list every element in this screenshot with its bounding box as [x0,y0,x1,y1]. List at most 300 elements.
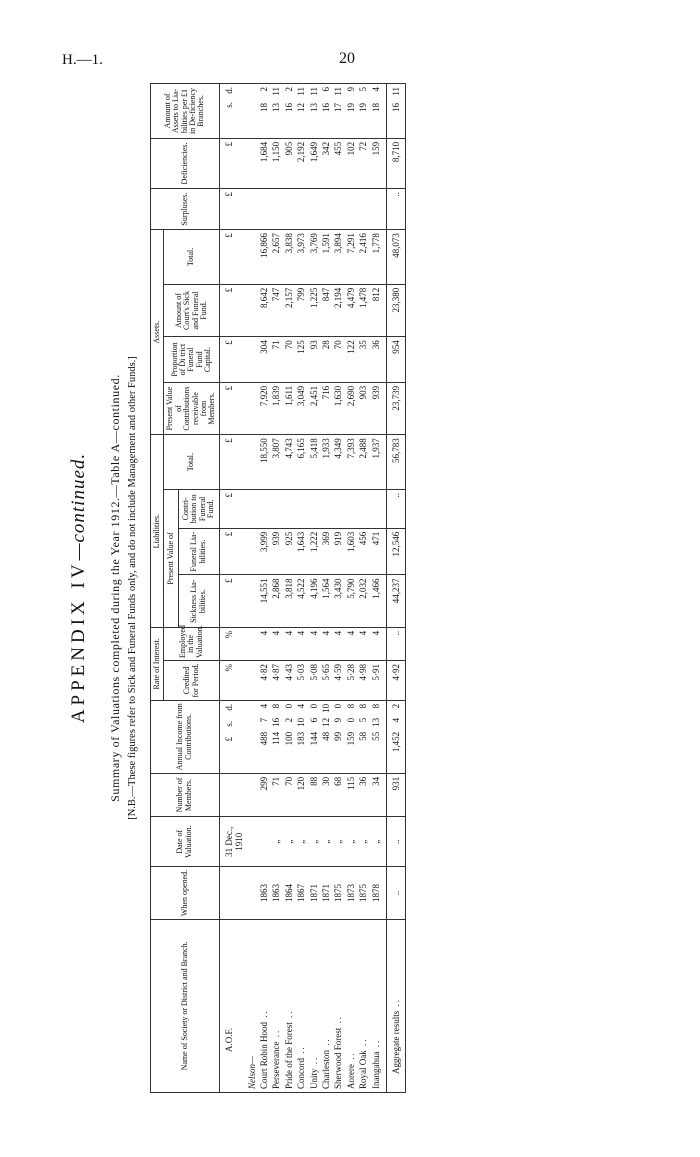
prop-capital-cell: 125 [295,337,307,383]
income-cell [320,700,332,773]
credited-cell: 4·87 [270,660,282,700]
leader-dots: .. [308,1055,319,1069]
ratio-shillings: 13 [271,103,282,112]
employed-cell: 4 [258,627,270,660]
unit-pv-contrib: £ [219,382,245,434]
income-shillings: 6 [308,717,319,723]
branch-name: Charleston [320,1050,331,1089]
header-liabilities: Liabilities. [151,435,164,628]
income-shillings: 2 [283,717,294,723]
income-cell [295,700,307,773]
table-body [219,84,406,1093]
income-unit-cell [219,700,245,773]
district-label: Nelson— [246,1055,257,1089]
credited-cell: 4·98 [357,660,369,700]
deficiency-cell: 455 [332,138,344,188]
income-pounds: 55 [370,731,381,741]
date-cell: „ [357,817,369,867]
credited-cell: 5·65 [320,660,332,700]
ratio-pence: 5 [358,87,369,92]
ratio-cell [270,84,282,139]
income-pounds: 114 [271,731,282,746]
deficiency-cell: 342 [320,138,332,188]
members-cell: 931 [387,773,406,816]
liab-total-cell: 3,807 [270,435,282,490]
contrib-cell [295,489,307,528]
amount-funds-cell: 2,157 [283,284,295,336]
income-pence: 4 [296,703,307,709]
assets-total-cell: 3,973 [295,230,307,285]
opened-cell: 1863 [270,867,282,919]
income-cell [308,700,320,773]
opened-cell: 1867 [295,867,307,919]
income-pounds: 100 [283,731,294,746]
members-cell: 36 [357,773,369,816]
header-proportion-capital: Proportion of Di trict Funeral Fund Capital. [164,337,219,383]
assets-total-cell: 3,838 [283,230,295,285]
amount-funds-cell: 4,479 [345,284,357,336]
deficiency-cell: 8,710 [387,138,406,188]
branch-name-cell [357,919,369,1092]
header-sickness: Sickness Lia-bilities. [178,575,219,627]
date-cell: „ [370,817,387,867]
liab-total-cell: 1,933 [320,435,332,490]
unit-shilling: s. [223,720,234,727]
liab-total-cell: 4,349 [332,435,344,490]
ratio-pence: 6 [320,87,331,92]
table-row [332,84,344,1093]
liab-total-cell: 7,393 [345,435,357,490]
table-row [283,84,295,1093]
members-cell: 30 [320,773,332,816]
branch-name-cell [295,919,307,1092]
sickness-cell: 1,466 [370,575,387,627]
page-number: 20 [339,50,355,67]
income-pence: 8 [271,703,282,709]
opened-cell: .. [387,867,406,919]
unit-ratio [219,84,245,139]
pv-contrib-cell: 2,690 [345,382,357,434]
header-liab-total: Total. [164,435,219,490]
date-cell: „ [345,817,357,867]
ratio-pence: 9 [345,87,356,92]
prop-capital-cell: 954 [387,337,406,383]
branch-name: Perseverance [271,1041,282,1089]
table-row [295,84,307,1093]
ratio-shillings: 16 [320,103,331,112]
employed-cell: .. [387,627,406,660]
assets-total-cell: 1,778 [370,230,387,285]
header-income: Annual Income from Contributions. [151,700,220,773]
unit-sickness: £ [219,575,245,627]
income-cell [370,700,387,773]
opened-cell: 1871 [308,867,320,919]
amount-funds-cell: 23,380 [387,284,406,336]
opened-cell: 1873 [345,867,357,919]
opened-cell: 1864 [283,867,295,919]
employed-cell: 4 [308,627,320,660]
sickness-cell: 5,790 [345,575,357,627]
credited-cell: 5·28 [345,660,357,700]
table-row [370,84,387,1093]
ratio-shillings: 18 [258,103,269,112]
sickness-cell: 2,868 [270,575,282,627]
prop-capital-cell: 70 [283,337,295,383]
ratio-cell [387,84,406,139]
header-assets: Assets. [151,230,164,435]
liab-total-cell: 5,418 [308,435,320,490]
unit-ratio-s: s. [223,102,234,108]
header-funeral: Funeral Lia-bilities. [178,528,219,575]
branch-name: Court Robin Hood [258,1021,269,1089]
unit-employed: % [219,627,245,660]
table-row [357,84,369,1093]
header-amount-assets: Amount of Assets to Lia-bilities per £1 in De-ficiency Branches. [151,84,220,139]
ratio-pence: 2 [258,87,269,92]
ratio-cell [258,84,270,139]
unit-liab-total: £ [219,435,245,490]
pv-contrib-cell: 7,920 [258,382,270,434]
assets-total-cell: 2,416 [357,230,369,285]
sickness-cell: 2,032 [357,575,369,627]
income-shillings: 9 [333,717,344,723]
contrib-cell: .. [387,489,406,528]
assets-total-cell: 16,866 [258,230,270,285]
leader-dots: .. [283,1009,294,1023]
income-pence: 8 [358,703,369,709]
ratio-cell [370,84,387,139]
income-cell [387,700,406,773]
income-cell [270,700,282,773]
deficiency-cell: 1,649 [308,138,320,188]
ratio-cell [308,84,320,139]
amount-funds-cell: 799 [295,284,307,336]
employed-cell: 4 [283,627,295,660]
funeral-cell: 1,603 [345,528,357,575]
surplus-cell: .. [387,189,406,230]
income-shillings: 16 [271,717,282,727]
income-cell [357,700,369,773]
header-when-opened: When opened. [151,867,220,919]
page-header-left: H.—1. [62,52,103,68]
pv-contrib-cell: 1,839 [270,382,282,434]
opened-cell: 1875 [332,867,344,919]
sickness-cell: 44,237 [387,575,406,627]
deficiency-cell: 905 [283,138,295,188]
table-row [345,84,357,1093]
contrib-cell [345,489,357,528]
branch-name-cell [332,919,344,1092]
deficiency-cell: 72 [357,138,369,188]
funeral-cell: 925 [283,528,295,575]
aggregate-row [387,84,406,1093]
pv-contrib-cell: 903 [357,382,369,434]
income-pounds: 159 [345,731,356,746]
amount-funds-cell: 747 [270,284,282,336]
deficiency-cell: 102 [345,138,357,188]
header-deficiencies: Deficiencies. [151,138,220,188]
income-shillings: 5 [358,717,369,723]
pv-contrib-cell: 1,630 [332,382,344,434]
branch-name: Sherwood Forest [333,1027,344,1089]
income-pence: 8 [345,703,356,709]
header-date-valuation: Date of Valuation. [151,817,220,867]
credited-cell: 4·92 [387,660,406,700]
date-cell: „ [320,817,332,867]
unit-funeral: £ [219,528,245,575]
pv-contrib-cell: 2,451 [308,382,320,434]
header-contribution-funeral: Contri-bution to Funeral Fund. [178,489,219,528]
unit-ratio-d: d. [223,87,234,94]
sickness-cell: 3,818 [283,575,295,627]
amount-funds-cell: 812 [370,284,387,336]
leader-dots: .. [391,998,402,1011]
ratio-shillings: 17 [333,103,344,112]
funeral-cell: 456 [357,528,369,575]
ratio-pence: 11 [333,87,344,96]
members-cell: 120 [295,773,307,816]
contrib-cell [308,489,320,528]
assets-total-cell: 3,769 [308,230,320,285]
date-header-cell: 31 Dec., 1910 [219,817,245,867]
date-cell: „ [332,817,344,867]
unit-surplus: £ [219,189,245,230]
surplus-cell [295,189,307,230]
liab-total-cell: 1,937 [370,435,387,490]
credited-cell: 5·91 [370,660,387,700]
unit-contrib: £ [219,489,245,528]
district-cell [246,919,258,1092]
ratio-shillings: 13 [308,103,319,112]
surplus-cell [270,189,282,230]
funeral-cell: 919 [332,528,344,575]
appendix-title [68,83,90,1093]
income-pence: 2 [391,703,402,709]
income-shillings: 4 [391,717,402,723]
liab-total-cell: 2,488 [357,435,369,490]
income-pounds: 1,452 [391,731,402,753]
leader-dots: .. [296,1045,307,1058]
sickness-cell: 1,564 [320,575,332,627]
rotated-table-page [62,83,424,1093]
assets-total-cell: 2,657 [270,230,282,285]
header-pv-contributions: Present Value of Contributions receivable from Members. [164,382,219,434]
unit-prop-capital: £ [219,337,245,383]
unit-credited: % [219,660,245,700]
income-cell [258,700,270,773]
opened-cell: 1871 [320,867,332,919]
surplus-cell [320,189,332,230]
members-cell: 115 [345,773,357,816]
funeral-cell: 939 [270,528,282,575]
table-row [258,84,270,1093]
credited-cell: 5·03 [295,660,307,700]
employed-cell: 4 [270,627,282,660]
income-pence: 4 [258,703,269,709]
header-members: Number of Members. [151,773,220,816]
income-shillings: 10 [296,717,307,727]
credited-cell: 4·82 [258,660,270,700]
opened-cell: 1863 [258,867,270,919]
contrib-cell [370,489,387,528]
date-cell [258,817,270,867]
surplus-cell [345,189,357,230]
ratio-pence: 11 [308,87,319,96]
date-cell: „ [283,817,295,867]
members-cell: 70 [283,773,295,816]
liab-total-cell: 56,783 [387,435,406,490]
income-pence: 0 [283,703,294,709]
prop-capital-cell: 70 [332,337,344,383]
income-pounds: 48 [320,731,331,741]
pv-contrib-cell: 939 [370,382,387,434]
contrib-cell [283,489,295,528]
ratio-pence: 2 [283,87,294,92]
unit-assets-total: £ [219,230,245,285]
ratio-shillings: 16 [391,103,402,112]
employed-cell: 4 [320,627,332,660]
income-cell [332,700,344,773]
date-cell: „ [308,817,320,867]
funeral-cell: 12,546 [387,528,406,575]
leader-dots: .. [320,1037,331,1050]
members-cell: 88 [308,773,320,816]
leader-dots: .. [358,1037,369,1051]
income-pence: 10 [320,703,331,713]
income-pounds: 183 [296,731,307,746]
income-shillings: 12 [320,717,331,727]
leader-dots: .. [271,1028,282,1042]
branch-name: Royal Oak [358,1050,369,1089]
assets-total-cell: 48,073 [387,230,406,285]
branch-name-cell [370,919,387,1092]
employed-cell: 4 [332,627,344,660]
income-pence: 8 [370,703,381,709]
liab-total-cell: 18,550 [258,435,270,490]
unit-pence: d. [223,703,234,711]
contrib-cell [357,489,369,528]
opened-cell: 1878 [370,867,387,919]
branch-name: Concord [296,1058,307,1089]
header-surpluses: Surpluses. [151,189,220,230]
table-note: [N.B.—These figures refer to Sick and Funeral Funds only, and do not include Management and other Funds.] [127,356,138,820]
surplus-cell [370,189,387,230]
funeral-cell: 471 [370,528,387,575]
prop-capital-cell: 304 [258,337,270,383]
header-amount-funds: Amount of Court's Sick and Funeral Fund. [164,284,219,336]
prop-capital-cell: 93 [308,337,320,383]
branch-name: Pride of the Forest [283,1022,294,1089]
society-cell: A.O.F. [219,919,245,1092]
header-rate-credited: Credited for Period. [164,660,219,700]
members-cell: 71 [270,773,282,816]
header-present-value-of: Present Value of [164,489,178,627]
ratio-cell [332,84,344,139]
income-pounds: 99 [333,731,344,741]
surplus-cell [308,189,320,230]
branch-name: Unity [308,1068,319,1089]
members-cell: 299 [258,773,270,816]
appendix-title-main: APPENDIX IV [68,560,89,724]
ratio-shillings: 18 [370,103,381,112]
amount-funds-cell: 1,478 [357,284,369,336]
income-pounds: 58 [358,731,369,741]
prop-capital-cell: 71 [270,337,282,383]
ratio-pence: 11 [271,87,282,96]
members-cell: 34 [370,773,387,816]
table-summary-title: Summary of Valuations completed during the Year 1912.—Table A—continued. [108,374,122,802]
leader-dots: .. [370,1038,381,1052]
leader-dots: .. [333,1015,344,1028]
leader-dots: .. [345,1051,356,1065]
unit-deficiency: £ [219,138,245,188]
ratio-cell [345,84,357,139]
funeral-cell: 369 [320,528,332,575]
leader-dots: .. [258,1009,269,1022]
amount-funds-cell: 2,194 [332,284,344,336]
surplus-cell [357,189,369,230]
prop-capital-cell: 122 [345,337,357,383]
funeral-cell: 3,999 [258,528,270,575]
pv-contrib-cell: 1,611 [283,382,295,434]
table-row [270,84,282,1093]
employed-cell: 4 [295,627,307,660]
unit-pound: £ [223,736,234,742]
deficiency-cell: 159 [370,138,387,188]
branch-name-cell [345,919,357,1092]
employed-cell: 4 [345,627,357,660]
credited-cell: 5·08 [308,660,320,700]
ratio-pence: 4 [370,87,381,92]
funeral-cell: 1,222 [308,528,320,575]
header-rate-employed: Employed in the Valuation. [164,627,219,660]
deficiency-cell: 2,192 [295,138,307,188]
amount-funds-cell: 847 [320,284,332,336]
deficiency-cell: 1,150 [270,138,282,188]
assets-total-cell: 7,291 [345,230,357,285]
appendix-title-suffix: —continued. [68,452,89,561]
ratio-shillings: 19 [358,103,369,112]
prop-capital-cell: 28 [320,337,332,383]
prop-capital-cell: 35 [357,337,369,383]
amount-funds-cell: 8,642 [258,284,270,336]
branch-name-cell [320,919,332,1092]
contrib-cell [270,489,282,528]
prop-capital-cell: 36 [370,337,387,383]
members-unit [219,773,245,816]
header-name: Name of Society or District and Branch. [151,919,220,1092]
deficiency-cell: 1,684 [258,138,270,188]
employed-cell: 4 [357,627,369,660]
ratio-cell [295,84,307,139]
income-pence: 0 [308,703,319,709]
sickness-cell: 3,430 [332,575,344,627]
header-rate-interest: Rate of Interest. [151,627,164,700]
branch-name: Aggregate results [391,1010,402,1074]
sickness-cell: 14,551 [258,575,270,627]
income-cell [345,700,357,773]
branch-name: Inangahua [370,1051,381,1089]
ratio-shillings: 19 [345,103,356,112]
contrib-cell [320,489,332,528]
sickness-cell: 4,196 [308,575,320,627]
valuation-table [150,83,406,1093]
income-shillings: 7 [258,717,269,723]
header-assets-total: Total. [164,230,219,285]
ratio-cell [357,84,369,139]
unit-amount-funds: £ [219,284,245,336]
contrib-cell [332,489,344,528]
